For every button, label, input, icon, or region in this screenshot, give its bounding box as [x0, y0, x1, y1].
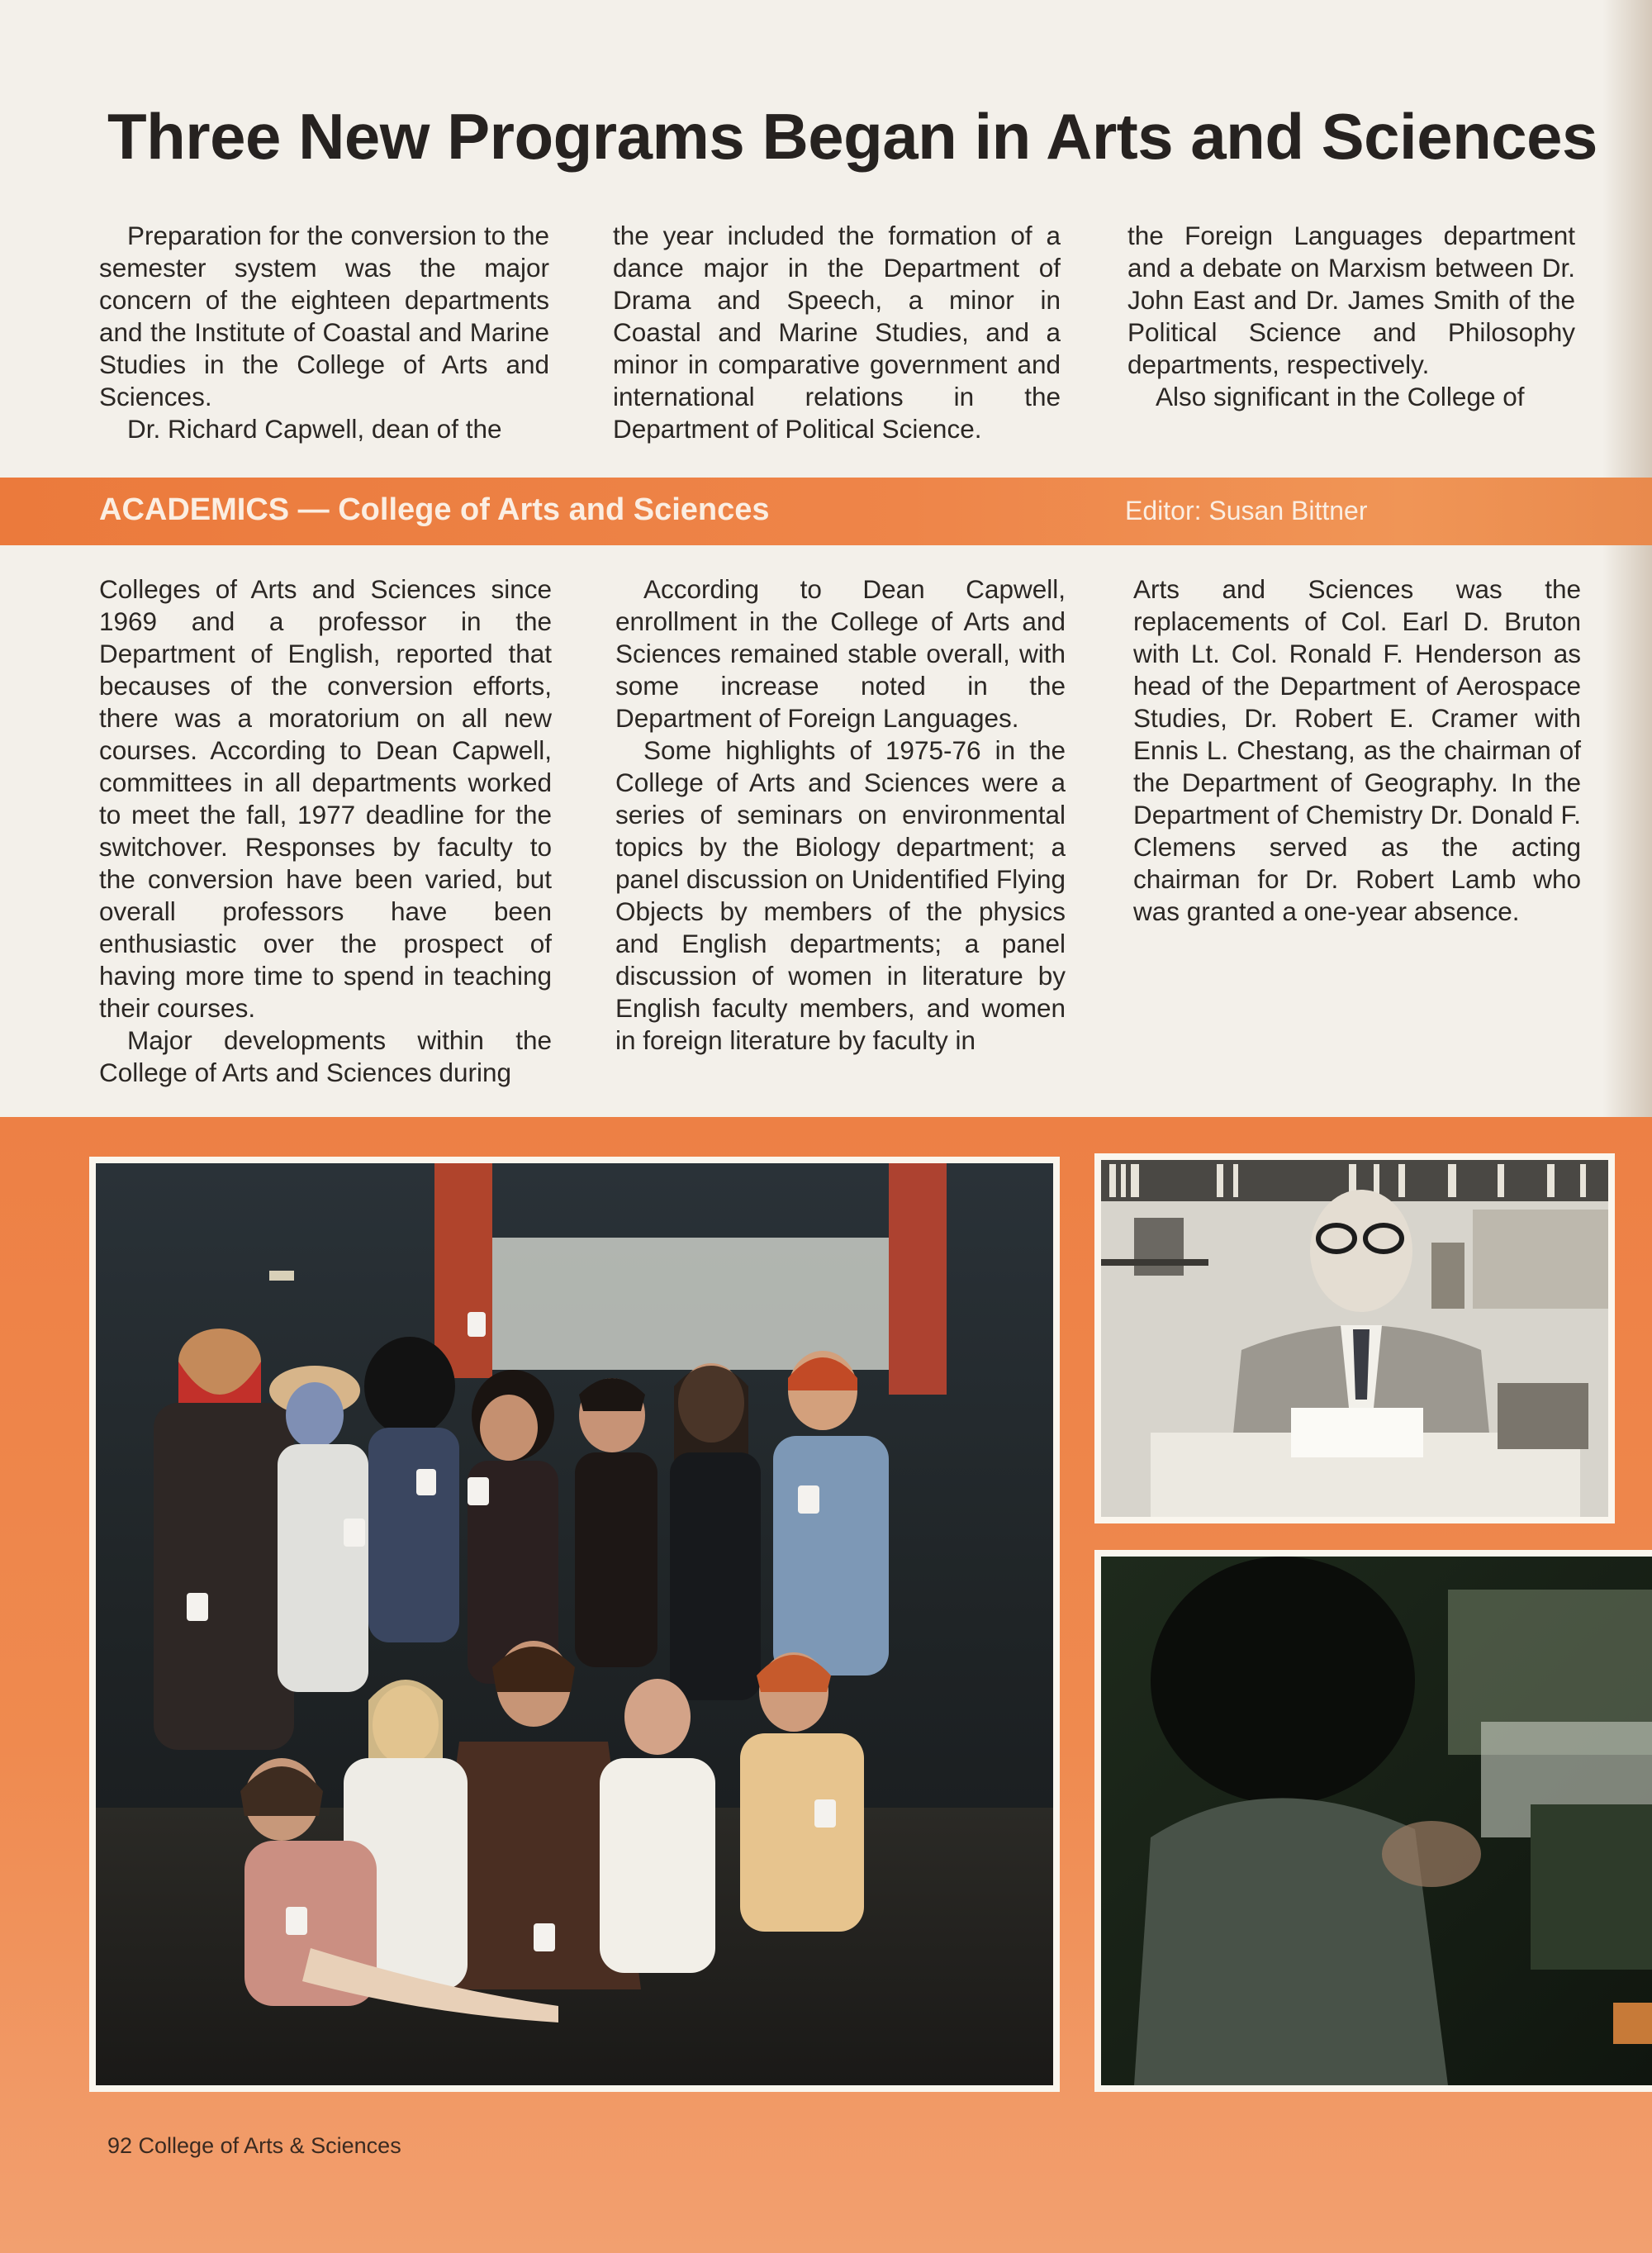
paragraph: Also significant in the College of: [1156, 382, 1525, 411]
paragraph: the year included the formation of a dance major in the Department of Drama and Speech, a minor in Coastal and Marine Studies, and a minor in comparative government and international relations in the Department of Political Science.: [613, 221, 1061, 444]
dean-photo-image: [1101, 1160, 1608, 1517]
paragraph: Some highlights of 1975-76 in the College of Arts and Sciences were a series of seminars on environmental topics by the Biology department; a panel discussion on Unidentified Flying Objects by members of the physics and English departments; a panel discussion of women in literature by English faculty members, and women in foreign literature by faculty in: [615, 735, 1066, 1055]
paragraph: Arts and Sciences was the replacements of Col. Earl D. Bruton with Lt. Col. Ronald F. Henderson as head of the Department of Aerospace Studies, Dr. Robert E. Cramer with Ennis L. Chestang, as the chairman of the Department of Geography. In the Department of Chemistry Dr. Donald F. Clemens served as the acting chairman for Dr. Robert Lamb who was granted a one-year absence.: [1133, 574, 1581, 926]
paragraph: Preparation for the conversion to the semester system was the major concern of the eighteen departments and the Institute of Coastal and Marine Studies in the College of Arts and Sciences.: [99, 221, 549, 411]
article-column-2-bottom: [615, 573, 1066, 1057]
article-column-3-bottom: [1133, 573, 1581, 928]
section-heading: ACADEMICS — College of Arts and Sciences: [99, 492, 770, 527]
group-photo-image: [96, 1163, 1053, 2085]
dean-portrait-photo: [1094, 1153, 1615, 1523]
article-column-2-top: [613, 220, 1061, 445]
lab-photo-image: [1101, 1557, 1652, 2085]
section-band: [0, 478, 1652, 545]
paragraph: the Foreign Languages department and a debate on Marxism between Dr. John East and Dr. James Smith of the Political Science and Philosophy departments, respectively.: [1127, 221, 1575, 379]
page-title: Three New Programs Began in Arts and Sciences: [107, 100, 1597, 173]
paragraph: According to Dean Capwell, enrollment in the College of Arts and Sciences remained stable overall, with some increase noted in the Department of Foreign Languages.: [615, 574, 1066, 733]
paragraph: Major developments within the College of Arts and Sciences during: [99, 1025, 552, 1087]
paragraph: Colleges of Arts and Sciences since 1969 and a professor in the Department of English, reported that becauses of the conversion efforts, there was a moratorium on all new courses. According to Dean Capwell, committees in all departments worked to meet the fall, 1977 deadline for the switchover. Responses by faculty to the conversion have been varied, but overall professors have been enthusiastic over the prospect of having more time to spend in teaching their courses.: [99, 574, 552, 1023]
paragraph: Dr. Richard Capwell, dean of the: [127, 414, 502, 444]
article-column-1-top: [99, 220, 549, 445]
editor-credit: Editor: Susan Bittner: [1125, 496, 1368, 525]
lab-student-photo: [1094, 1550, 1652, 2092]
page-footer: 92 College of Arts & Sciences: [107, 2133, 401, 2158]
group-costume-photo: [89, 1157, 1060, 2092]
article-column-1-bottom: [99, 573, 552, 1089]
article-column-3-top: [1127, 220, 1575, 413]
